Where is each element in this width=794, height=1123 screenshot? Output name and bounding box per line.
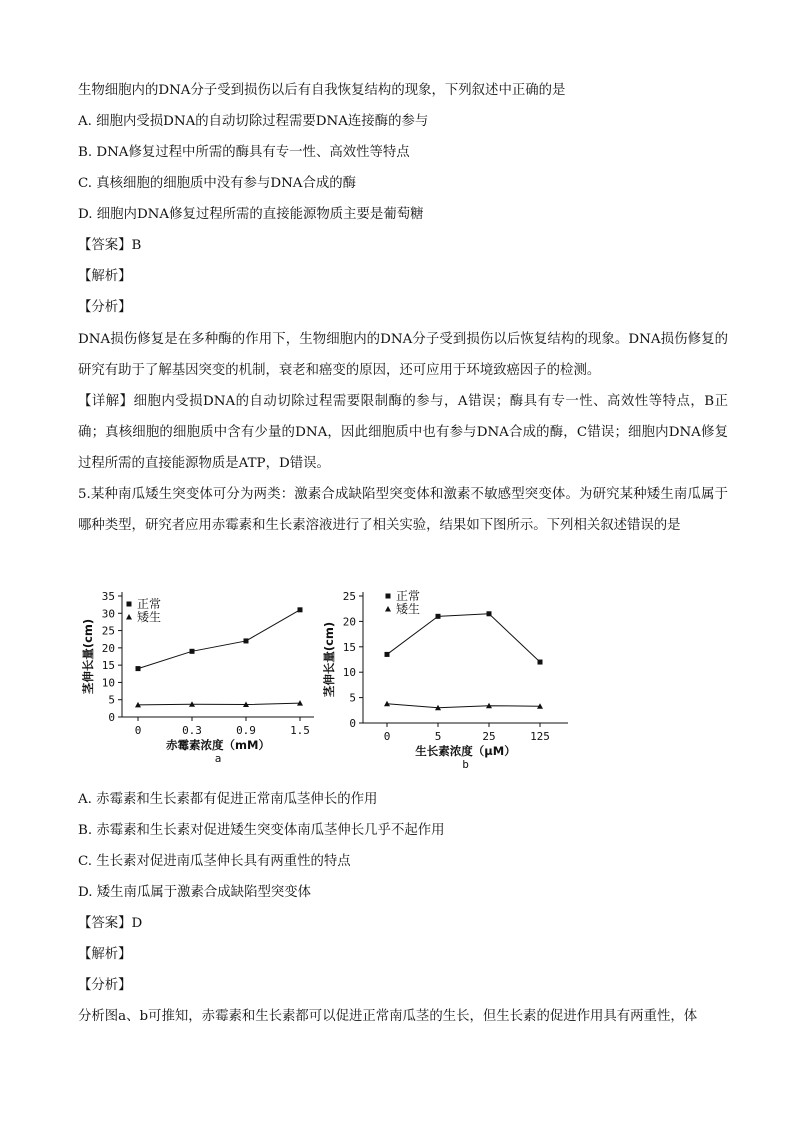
chart-a-ytick-label: 5 [108, 693, 115, 707]
q4-stem: 生物细胞内的DNA分子受到损伤以后有自我恢复结构的现象，下列叙述中正确的是 [78, 83, 566, 98]
q5-stem: 5.某种南瓜矮生突变体可分为两类：激素合成缺陷型突变体和激素不敏感型突变体。为研究某种矮生南瓜属于哪种类型，研究者应用赤霉素和生长素溶液进行了相关实验，结果如下图所示。下列相关叙述错误的是 [78, 487, 728, 533]
chart-b-xtick-label: 0 [383, 730, 391, 743]
chart-b-series-line-normal [387, 614, 540, 662]
q4-option-a: A. 细胞内受损DNA的自动切除过程需要DNA连接酶的参与 [78, 114, 429, 129]
q4-fenxi-text: DNA损伤修复是在多种酶的作用下，生物细胞内的DNA分子受到损伤以后恢复结构的现象。DNA损伤修复的研究有助于了解基因突变的机制，衰老和癌变的原因，还可应用于环境致癌因子的检测。 [78, 332, 728, 378]
chart-a-xtick-label: 1.5 [290, 724, 310, 737]
q5-analysis-label: 【解析】 [78, 947, 132, 962]
q5-answer: 【答案】D [78, 916, 143, 931]
chart-a-ytick-label: 30 [101, 607, 115, 621]
q4-analysis-label: 【解析】 [78, 269, 132, 284]
q5-option-c: C. 生长素对促进南瓜茎伸长具有两重性的特点 [78, 854, 351, 869]
chart-a-ytick-label: 15 [101, 659, 115, 673]
chart-a [82, 582, 332, 772]
q4-answer: 【答案】B [78, 238, 142, 253]
q4-option-d: D. 细胞内DNA修复过程所需的直接能源物质主要是葡萄糖 [78, 207, 424, 222]
q4-detail-text: 【详解】细胞内受损DNA的自动切除过程需要限制酶的参与，A错误；酶具有专一性、高效性等特点，B正确；真核细胞的细胞质中含有少量的DNA，因此细胞质中也有参与DNA合成的酶，C错误；细胞内DNA修复过程所需的直接能源物质是ATP，D错误。 [78, 394, 728, 471]
chart-a-point-normal [298, 607, 303, 612]
chart-a-legend-marker-normal [127, 602, 132, 607]
chart-a-ytick-label: 0 [108, 711, 115, 724]
chart-a-xtick-label: 0.3 [182, 724, 202, 737]
chart-b-legend-label: 正常 [396, 589, 421, 603]
chart-b-svg [322, 582, 582, 772]
chart-b-ytick-label: 10 [342, 666, 356, 680]
chart-a-xtick-label: 0 [134, 724, 142, 737]
q5-option-a: A. 赤霉素和生长素都有促进正常南瓜茎伸长的作用 [78, 792, 378, 807]
chart-a-xlabel: 赤霉素浓度（mM） [166, 738, 270, 752]
chart-a-point-normal [136, 666, 141, 671]
chart-b-xtick-label: 25 [482, 730, 496, 743]
chart-a-subplot-label: a [214, 752, 222, 765]
chart-a-point-normal [244, 638, 249, 643]
chart-b-ytick-label: 15 [342, 640, 356, 654]
chart-a-series-line-dwarf [138, 703, 300, 705]
chart-b-ylabel: 茎伸长量(cm) [322, 621, 336, 698]
chart-b-xtick-label: 125 [530, 730, 550, 743]
chart-a-ylabel: 茎伸长量(cm) [81, 618, 95, 695]
chart-b-legend-marker-dwarf [385, 606, 391, 612]
chart-a-ytick-label: 25 [101, 624, 115, 638]
chart-b-xlabel: 生长素浓度（μM） [415, 744, 516, 758]
chart-b-subplot-label: b [462, 758, 469, 771]
chart-b-ytick-label: 0 [349, 717, 356, 730]
chart-b-ytick-label: 5 [349, 691, 356, 705]
chart-b-ytick-label: 25 [342, 590, 356, 603]
chart-a-legend-label: 正常 [137, 597, 162, 611]
chart-a-series-line-normal [138, 610, 300, 669]
chart-b [322, 582, 582, 772]
q4-option-b: B. DNA修复过程中所需的酶具有专一性、高效性等特点 [78, 145, 410, 160]
chart-b-legend-marker-normal [386, 594, 391, 599]
q5-fenxi-text: 分析图a、b可推知，赤霉素和生长素都可以促进正常南瓜茎的生长，但生长素的促进作用具有两重性，体 [78, 1009, 698, 1024]
q5-option-d: D. 矮生南瓜属于激素合成缺陷型突变体 [78, 885, 312, 900]
q5-option-b: B. 赤霉素和生长素对促进矮生突变体南瓜茎伸长几乎不起作用 [78, 823, 445, 838]
chart-a-point-normal [190, 649, 195, 654]
q5-fenxi-label: 【分析】 [78, 978, 132, 993]
chart-a-ytick-label: 35 [101, 590, 115, 603]
q4-option-c: C. 真核细胞的细胞质中没有参与DNA合成的酶 [78, 176, 357, 191]
chart-b-point-normal [538, 660, 543, 665]
chart-a-xtick-label: 0.9 [236, 724, 256, 737]
chart-a-svg [82, 582, 332, 772]
chart-a-ytick-label: 20 [101, 641, 115, 655]
chart-b-ytick-label: 20 [342, 615, 356, 629]
chart-b-xtick-label: 5 [434, 730, 442, 743]
q4-fenxi-label: 【分析】 [78, 300, 132, 315]
chart-a-legend-marker-dwarf [126, 614, 132, 620]
chart-b-point-normal [385, 652, 390, 657]
chart-b-point-normal [436, 614, 441, 619]
chart-a-ytick-label: 10 [101, 676, 115, 690]
chart-b-point-normal [487, 611, 492, 616]
chart-a-legend-label: 矮生 [137, 610, 162, 624]
chart-b-legend-label: 矮生 [396, 602, 421, 616]
chart-b-series-line-dwarf [387, 704, 540, 708]
